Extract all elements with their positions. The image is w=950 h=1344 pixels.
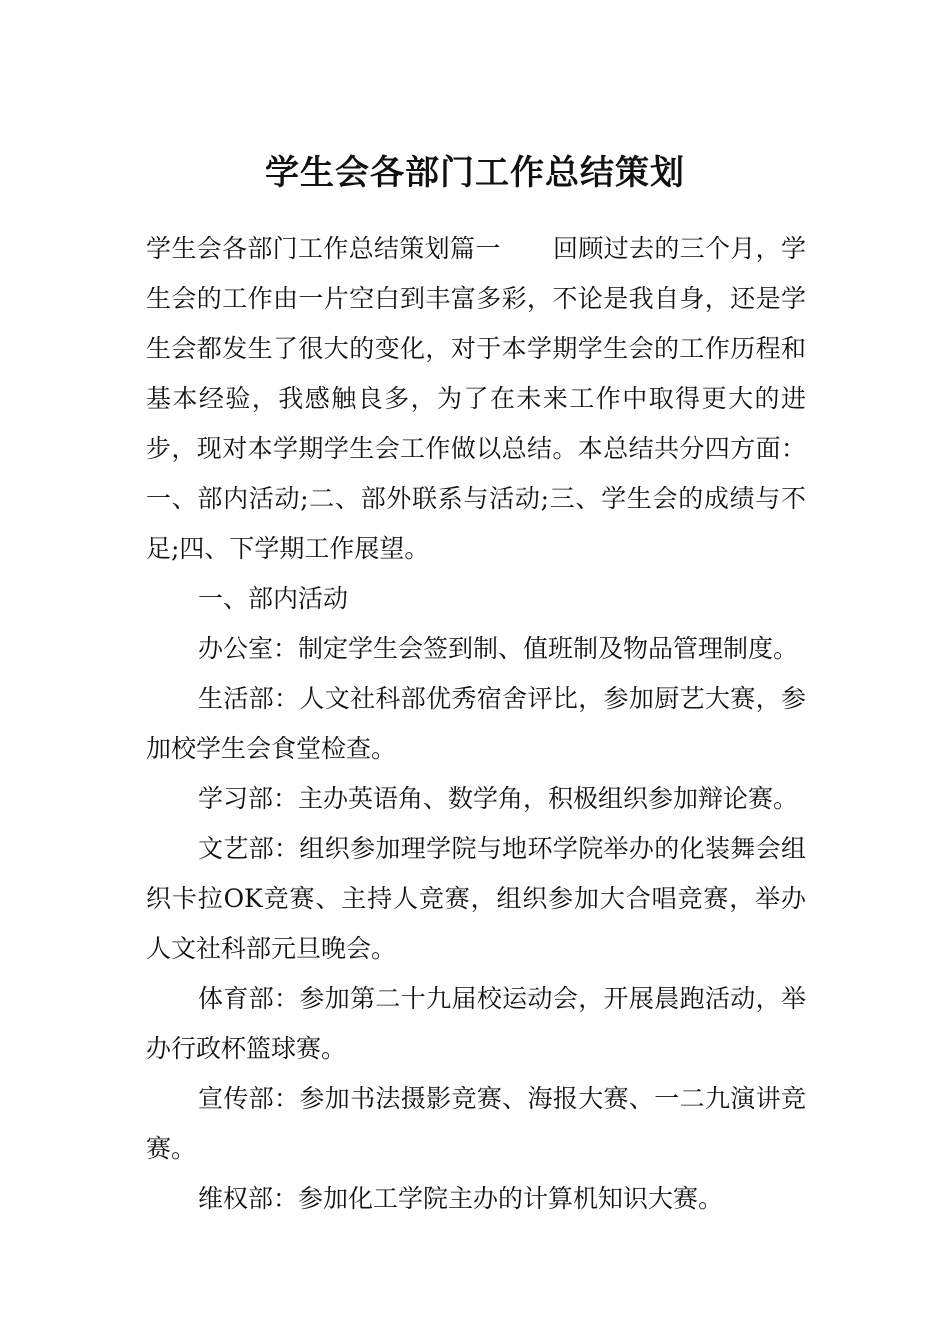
- intro-body: 回顾过去的三个月，学生会的工作由一片空白到丰富多彩，不论是我自身，还是学生会都发生了很大的变化，对于本学期学生会的工作历程和基本经验，我感触良多，为了在未来工作中取得更大的进步，现对本学期学生会工作做以总结。本总结共分四方面：一、部内活动;二、部外联系与活动;三、学生会的成绩与不足;四、下学期工作展望。: [146, 234, 806, 563]
- document-body: [146, 224, 806, 1224]
- paragraph-rights-dept: 维权部：参加化工学院主办的计算机知识大赛。: [198, 1184, 724, 1213]
- section-heading: 一、部内活动: [198, 584, 349, 613]
- paragraph-life-dept: 生活部：人文社科部优秀宿舍评比，参加厨艺大赛，参加校学生会食堂检查。: [146, 684, 806, 763]
- paragraph-arts-dept: 文艺部：组织参加理学院与地环学院举办的化装舞会组织卡拉OK竞赛、主持人竞赛，组织参加大合唱竞赛，举办人文社科部元旦晚会。: [146, 834, 806, 963]
- paragraph-publicity-dept: 宣传部：参加书法摄影竞赛、海报大赛、一二九演讲竞赛。: [146, 1084, 806, 1163]
- document-title: 学生会各部门工作总结策划: [265, 152, 685, 193]
- paragraph-office: 办公室：制定学生会签到制、值班制及物品管理制度。: [198, 634, 799, 663]
- intro-lead: 学生会各部门工作总结策划篇一: [146, 234, 501, 263]
- intro-paragraph: [146, 224, 806, 574]
- paragraph-study-dept: 学习部：主办英语角、数学角，积极组织参加辩论赛。: [198, 784, 799, 813]
- paragraph-sports-dept: 体育部：参加第二十九届校运动会，开展晨跑活动，举办行政杯篮球赛。: [146, 984, 806, 1063]
